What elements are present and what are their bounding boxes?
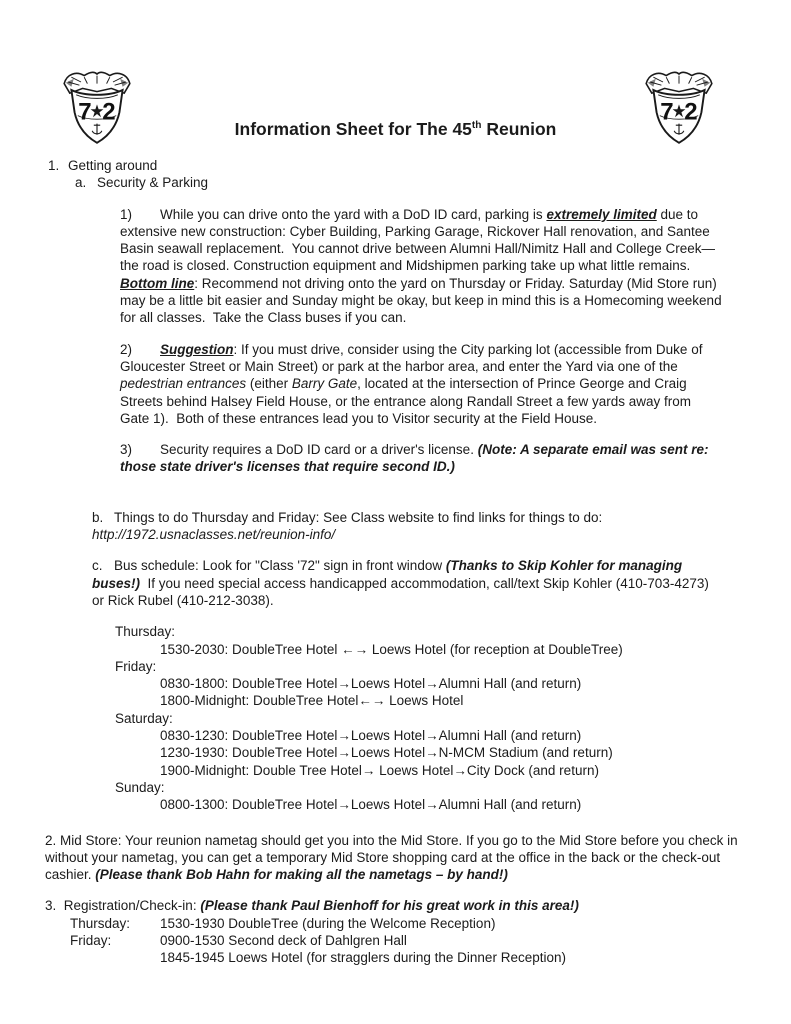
mid-store-paragraph: 2. Mid Store: Your reunion nametag should get you into the Mid Store. If you go to the Mid Store before you check in without your nametag, you can get a temporary Mid Store shopping card at the office in the back or the check-out cashier. (Please thank Bob Hahn for making all the nametags – by hand!) xyxy=(45,832,742,883)
schedule-run: 1800-Midnight: DoubleTree Hotel←→ Loews Hotel xyxy=(160,693,464,709)
subsection-title: Security & Parking xyxy=(97,175,209,191)
schedule-run: 1900-Midnight: Double Tree Hotel→ Loews Hotel→City Dock (and return) xyxy=(160,762,599,778)
parking-paragraph-2 xyxy=(120,341,722,427)
registration-day-label: Friday: xyxy=(70,932,112,948)
schedule-day-label: Friday: xyxy=(115,658,157,674)
section-getting-around-heading xyxy=(48,157,791,174)
registration-row xyxy=(70,949,791,966)
registration-day-label: Thursday: xyxy=(70,915,131,931)
svg-text:2: 2 xyxy=(102,98,116,126)
item-number: 2) xyxy=(120,341,133,357)
things-to-do-paragraph xyxy=(92,509,724,544)
schedule-run: 1530-2030: DoubleTree Hotel ←→ Loews Hotel (for reception at DoubleTree) xyxy=(160,641,623,657)
schedule-day-label: Sunday: xyxy=(115,779,165,795)
svg-text:7: 7 xyxy=(78,98,92,126)
bus-schedule-list xyxy=(0,623,791,813)
class-of-1972-crest-icon xyxy=(642,66,716,150)
paragraph-text: Things to do Thursday and Friday: See Class website to find links for things to do: xyxy=(114,509,607,525)
paragraph-text: Security requires a DoD ID card or a driver's license. (Note: A separate email was sent re: those state driver's licenses that require second ID.) xyxy=(120,442,713,475)
item-number: 1) xyxy=(120,206,133,222)
subsection-letter: b. xyxy=(92,509,104,525)
bus-schedule-paragraph xyxy=(92,557,724,609)
item-number: 3) xyxy=(120,442,133,458)
class-website-url: http://1972.usnaclasses.net/reunion-info/ xyxy=(92,527,336,543)
svg-text:2: 2 xyxy=(684,98,698,126)
paragraph-text: While you can drive onto the yard with a DoD ID card, parking is extremely limited due to extensive new construction: Cyber Building, Parking Garage, Rickover Hall renovation, and Santee Basin seawall replacement. You cannot drive between Alumni Hall/Nimitz Hall and College Creek—the road is closed. Construction equipment and Midshipmen parking take up what little remains. Bottom line: Recommend not driving onto the yard on Thursday or Friday. Saturday (Mid Store run) may be a little bit easier and Sunday might be okay, but keep in mind this is a Homecoming weekend for all classes. Take the Class buses if you can. xyxy=(120,206,726,326)
registration-list xyxy=(0,915,791,967)
schedule-day-label: Thursday: xyxy=(115,624,176,640)
section-number: 1. xyxy=(48,158,60,173)
schedule-run: 0800-1300: DoubleTree Hotel→Loews Hotel→Alumni Hall (and return) xyxy=(160,797,582,813)
subsection-letter: c. xyxy=(92,558,103,574)
subsection-security-parking-heading xyxy=(75,174,791,191)
section-title: Getting around xyxy=(68,158,158,173)
class-of-1972-crest-icon xyxy=(60,66,134,150)
registration-heading: 3. Registration/Check-in: (Please thank Paul Bienhoff for his great work in this area!) xyxy=(45,898,579,914)
schedule-run: 0830-1800: DoubleTree Hotel→Loews Hotel→Alumni Hall (and return) xyxy=(160,676,582,692)
schedule-day-label: Saturday: xyxy=(115,710,173,726)
registration-detail: 1845-1945 Loews Hotel (for stragglers during the Dinner Reception) xyxy=(160,950,566,966)
schedule-run: 1230-1930: DoubleTree Hotel→Loews Hotel→N-MCM Stadium (and return) xyxy=(160,745,613,761)
paragraph-text: Suggestion: If you must drive, consider using the City parking lot (accessible from Duke of Gloucester Street or Main Street) or park at the harbor area, and enter the Yard via one of the pedestrian entrances (either Barry Gate, located at the intersection of Prince George and Craig Streets behind Halsey Field House, or the entrance along Randall Street a few yards away from Gate 1). Both of these entrances lead you to Visitor security at the Field House. xyxy=(120,341,707,426)
parking-paragraph-1 xyxy=(120,206,726,327)
svg-text:7: 7 xyxy=(660,98,674,126)
subsection-letter: a. xyxy=(75,175,87,191)
page-title: Information Sheet for The 45th Reunion xyxy=(234,119,557,139)
registration-detail: 0900-1530 Second deck of Dahlgren Hall xyxy=(160,932,407,948)
parking-paragraph-3 xyxy=(120,441,722,476)
registration-row xyxy=(70,915,791,932)
registration-row xyxy=(70,932,791,949)
schedule-run: 0830-1230: DoubleTree Hotel→Loews Hotel→Alumni Hall (and return) xyxy=(160,728,582,744)
paragraph-text: Bus schedule: Look for "Class '72" sign in front window (Thanks to Skip Kohler for managing buses!) If you need special access handicapped accommodation, call/text Skip Kohler (410-703-4273) or Rick Rubel (410-212-3038). xyxy=(92,558,713,608)
registration-detail: 1530-1930 DoubleTree (during the Welcome Reception) xyxy=(160,915,496,931)
